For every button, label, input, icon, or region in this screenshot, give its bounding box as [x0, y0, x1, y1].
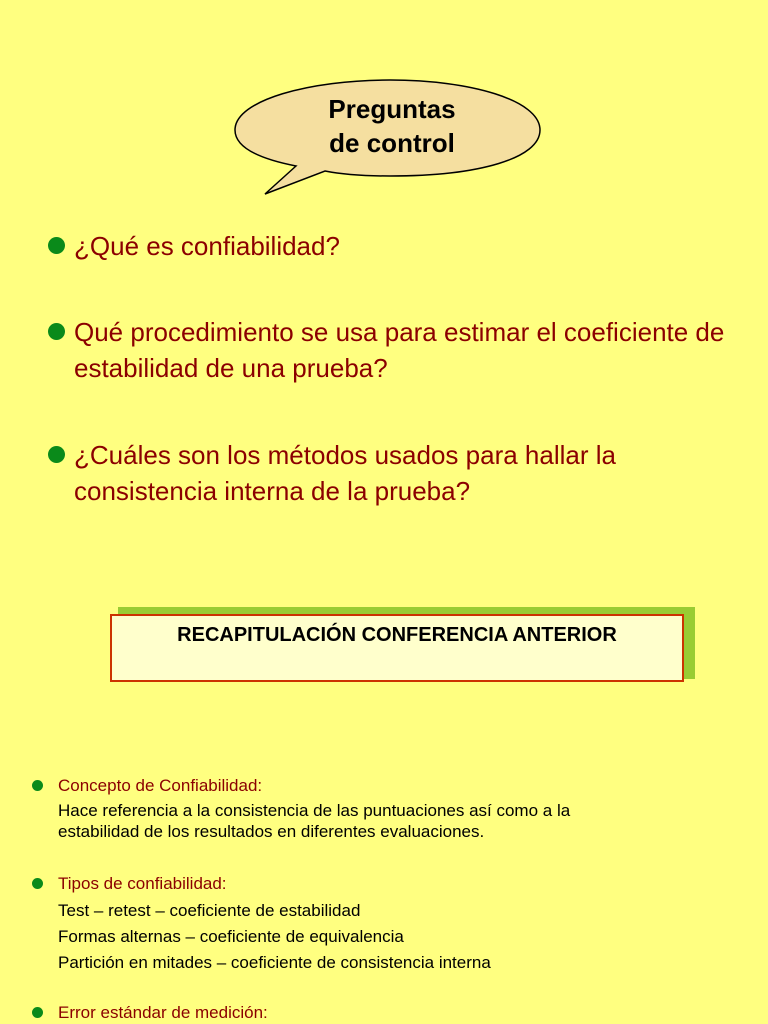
recap-title: RECAPITULACIÓN CONFERENCIA ANTERIOR	[177, 624, 617, 646]
recap-title-box	[110, 614, 684, 682]
summary-heading: Error estándar de medición:	[58, 1003, 268, 1022]
question-text: ¿Cuáles son los métodos usados para hallar la consistencia interna de la prueba?	[74, 440, 616, 506]
summary-body	[58, 800, 570, 842]
summary-body	[58, 898, 491, 976]
speech-bubble	[230, 70, 550, 200]
summary-heading: Concepto de Confiabilidad:	[58, 776, 263, 795]
question-text: Qué procedimiento se usa para estimar el coeficiente de estabilidad de una prueba?	[74, 317, 725, 383]
summary-line: Partición en mitades – coeficiente de consistencia interna	[58, 953, 491, 972]
summary-heading: Tipos de confiabilidad:	[58, 874, 227, 893]
bubble-title: Preguntas de control	[328, 94, 456, 158]
summary-line: estabilidad de los resultados en diferentes evaluaciones.	[58, 822, 485, 841]
bullet-icon	[48, 446, 65, 463]
bullet-icon	[32, 1007, 43, 1018]
bullet-icon	[48, 237, 65, 254]
bullet-icon	[32, 878, 43, 889]
bullet-icon	[48, 323, 65, 340]
summary-line: Test – retest – coeficiente de estabilidad	[58, 901, 361, 920]
summary-line: Hace referencia a la consistencia de las puntuaciones así como a la	[58, 801, 571, 820]
summary-line: Formas alternas – coeficiente de equivalencia	[58, 927, 404, 946]
bullet-icon	[32, 780, 43, 791]
question-text: ¿Qué es confiabilidad?	[74, 231, 340, 261]
